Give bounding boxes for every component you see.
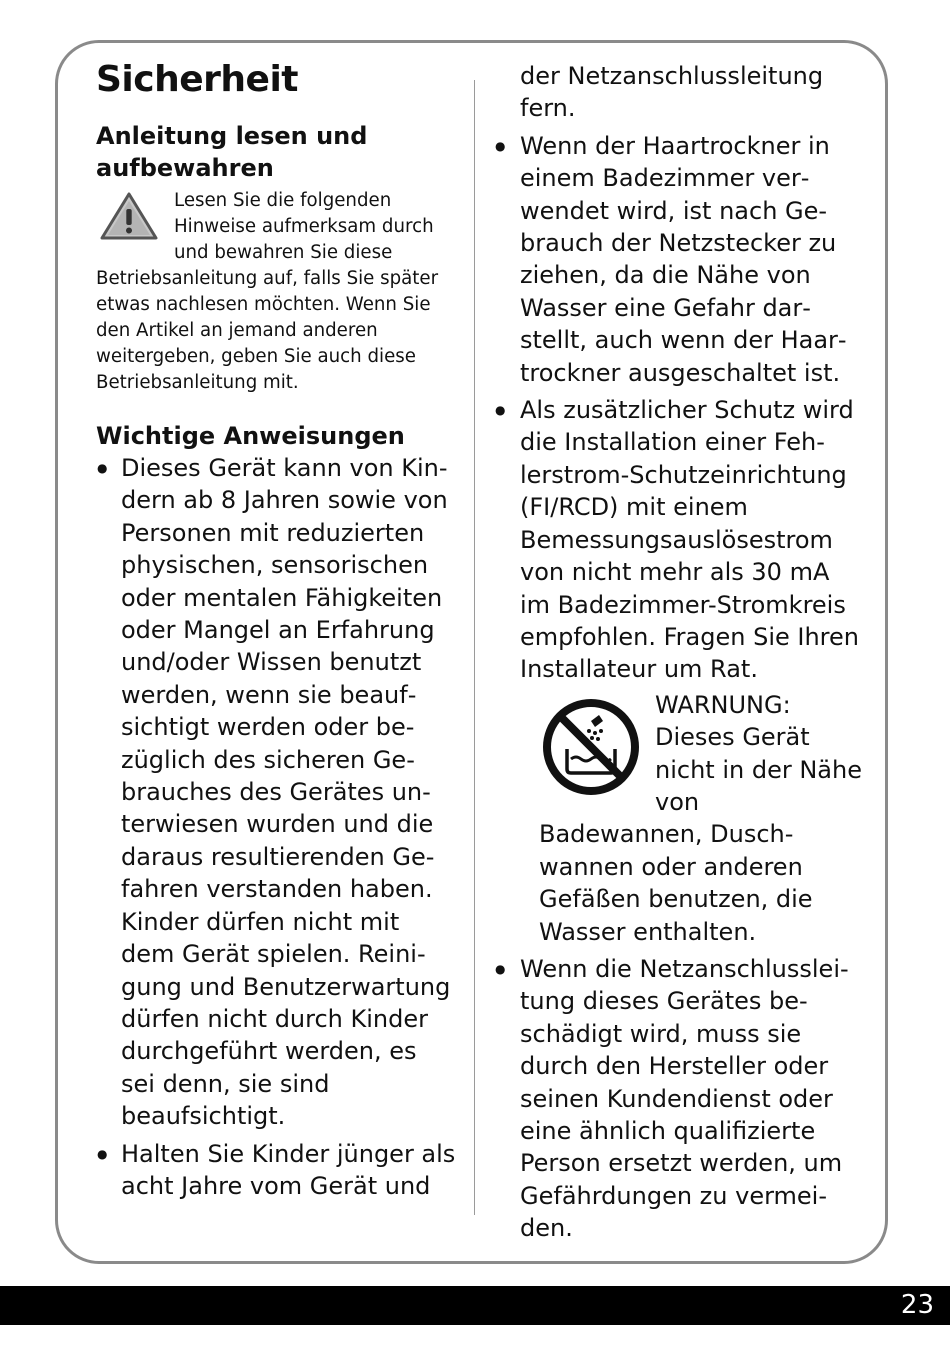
list-item: ● Dieses Gerät kann von Kindern ab 8 Jahren sowie von Personen mit reduzierten physischen, sensorischen oder mentalen Fähigkeiten oder Mangel an Erfahrung und/oder Wissen benutzt werden, wenn sie beaufsichtigt werden oder bezüglich des sicheren Gebrauches des Gerätes unterwiesen wurden und die daraus resultierenden Gefahren verstanden haben. Kinder dürfen nicht mit dem Gerät spielen. Reinigung und Benutzerwartung dürfen nicht durch Kinder durchgeführt werden, es sei denn, sie sind beaufsichtigt. [96, 452, 458, 1133]
list-item: ● Halten Sie Kinder jünger als acht Jahre vom Gerät und [96, 1138, 458, 1203]
footer-bar [0, 1286, 950, 1325]
no-water-icon [541, 697, 641, 797]
page-title: Sicherheit [96, 59, 298, 100]
instructions-list-continued [495, 130, 865, 686]
section-heading-read-and-keep: Anleitung lesen und aufbewahren [96, 122, 368, 182]
read-and-keep-text: Lesen Sie die folgenden Hinweise aufmerksam durch und bewahren Sie diese Betriebsanleitung auf, falls Sie später etwas nachlesen möchten. Wenn Sie den Artikel an jemand anderen weitergeben, geben Sie auch diese Betriebsanleitung mit. [96, 190, 439, 393]
column-divider [474, 80, 475, 1215]
list-item: ● Als zusätzlicher Schutz wird die Installation einer Fehlerstrom-Schutzeinrichtung (FI/RCD) mit einem Bemessungsauslösestrom von nicht mehr als 30 mA im Badezimmer-Stromkreis empfohlen. Fragen Sie Ihren Installateur um Rat. [495, 394, 865, 686]
read-and-keep-paragraph [96, 188, 458, 396]
right-column [495, 60, 865, 1245]
list-item: ● Wenn die Netzanschlussleitung dieses Gerätes beschädigt wird, muss sie durch den Hersteller oder seinen Kundendienst oder eine ähnlich qualifizierte Person ersetzt werden, um Gefährdungen zu vermeiden. [495, 953, 865, 1245]
water-warning-text: WARNUNG: Dieses Gerät nicht in der Nähe von Badewannen, Duschwannen oder anderen Gefäßen benutzen, die Wasser enthalten. [539, 690, 862, 946]
list-item: ● Wenn der Haartrockner in einem Badezimmer verwendet wird, ist nach Gebrauch der Netzstecker zu ziehen, da die Nähe von Wasser eine Gefahr darstellt, auch wenn der Haartrockner ausgeschaltet ist. [495, 130, 865, 389]
continuation-text: der Netzanschlussleitung fern. [520, 62, 824, 123]
left-column [96, 56, 458, 1202]
important-instructions-list [96, 452, 458, 1202]
page-number: 23 [900, 1290, 934, 1320]
water-warning [495, 689, 865, 948]
warning-triangle-icon [98, 190, 160, 242]
section-heading-important: Wichtige Anweisungen [96, 422, 405, 450]
instructions-list-end [495, 953, 865, 1245]
